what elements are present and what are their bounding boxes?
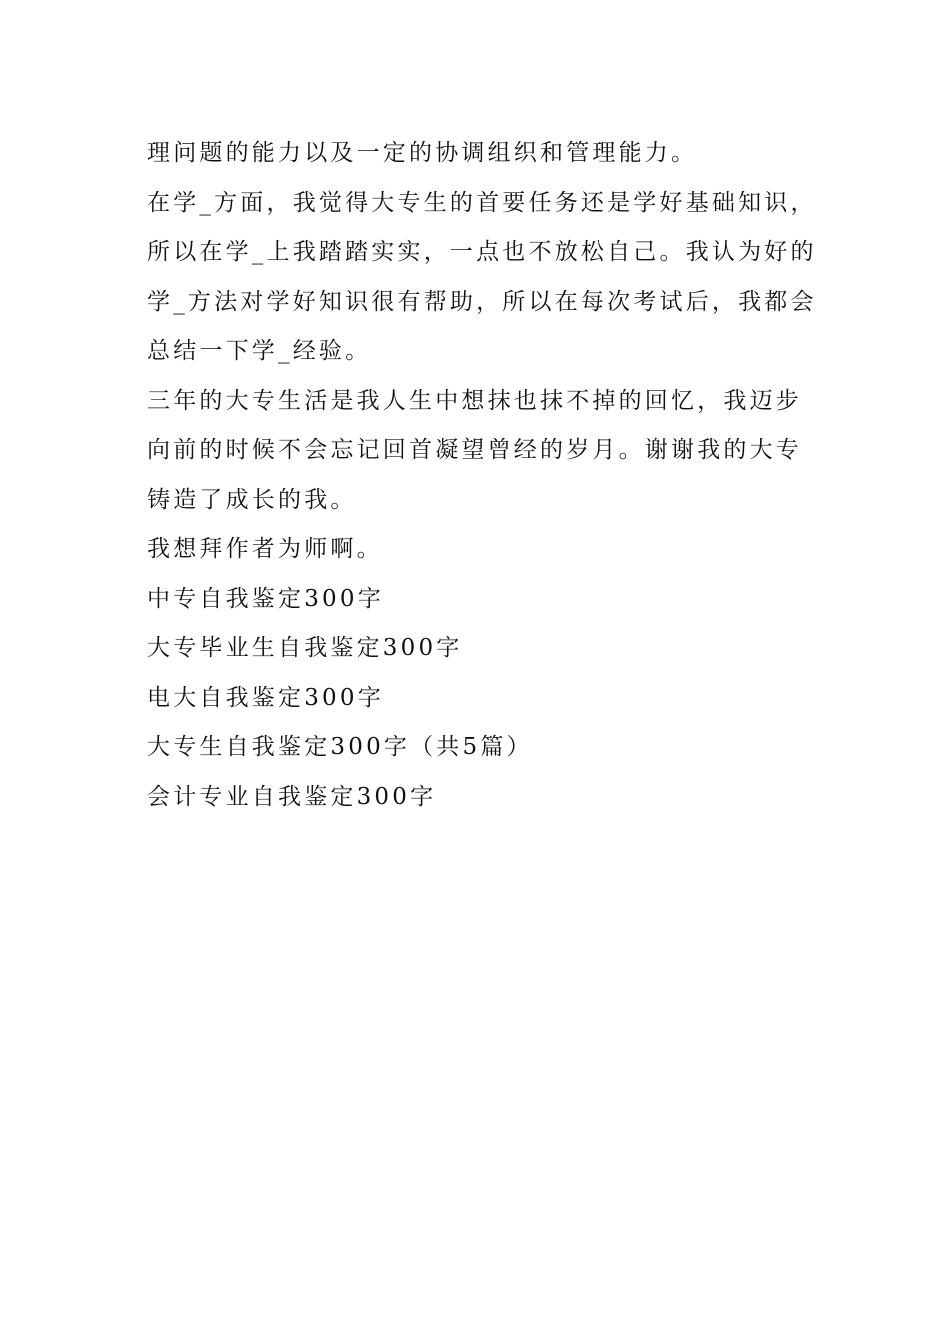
paragraph-line: 理问题的能力以及一定的协调组织和管理能力。: [147, 140, 698, 166]
paragraph-line: 所以在学_上我踏踏实实，一点也不放松自己。我认为好的: [147, 239, 817, 265]
document-body: [147, 129, 817, 822]
paragraph-line: 铸造了成长的我。: [147, 486, 357, 513]
paragraph-line: 三年的大专生活是我人生中想抹也抹不掉的回忆，我迈步: [147, 387, 802, 414]
related-article-title: 电大自我鉴定300字: [147, 684, 384, 711]
related-article-title: 大专生自我鉴定300字（共5篇）: [147, 734, 533, 760]
related-article-title: 大专毕业生自我鉴定300字: [147, 635, 463, 661]
paragraph-line: 总结一下学_经验。: [147, 338, 372, 364]
paragraph-line: 在学_方面，我觉得大专生的首要任务还是学好基础知识，: [147, 189, 817, 216]
paragraph-line: 我想拜作者为师啊。: [147, 536, 383, 562]
related-article-title: 中专自我鉴定300字: [147, 585, 384, 612]
paragraph-line: 向前的时候不会忘记回首凝望曾经的岁月。谢谢我的大专: [147, 437, 802, 463]
related-article-title: 会计专业自我鉴定300字: [147, 783, 437, 810]
paragraph-line: 学_方法对学好知识很有帮助，所以在每次考试后，我都会: [147, 288, 817, 315]
